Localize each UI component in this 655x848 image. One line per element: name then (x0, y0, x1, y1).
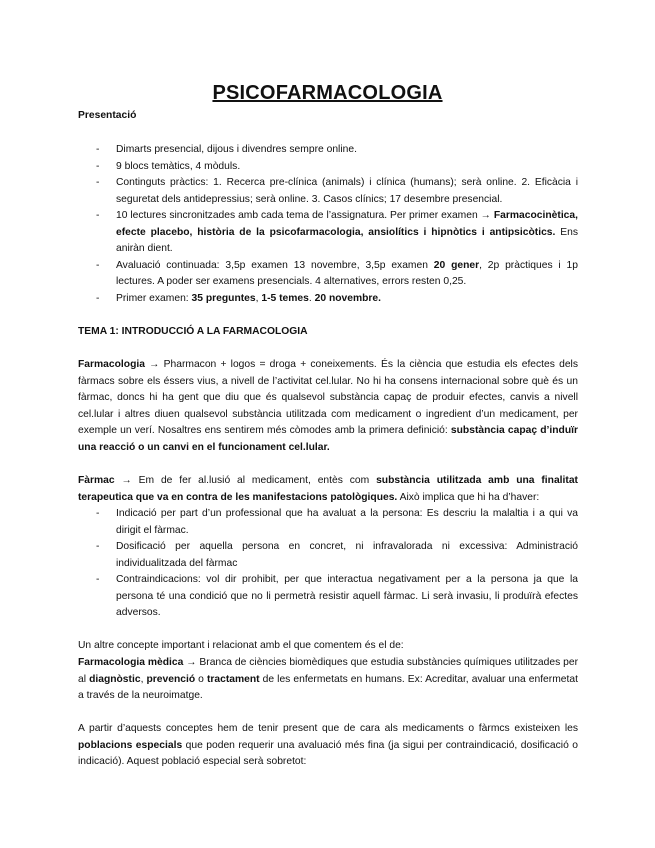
text-run: Contraindicacions: vol dir prohibit, per que interactua negativament per a la persona ja que la persona té una condició que no li permetrà resistir aquell fàrmac. Li serà invasiu, li produïrà efectes adversos. (116, 574, 578, 618)
text-run: o (195, 673, 207, 685)
paragraph-farmacologia-medica (78, 655, 578, 705)
bold-text: Farmacologia mèdica (78, 657, 184, 668)
text-run: , (255, 292, 262, 304)
bold-text: 35 preguntes (191, 292, 256, 304)
section-heading-tema1: TEMA 1: INTRODUCCIÓ A LA FARMACOLOGIA (78, 326, 308, 337)
bold-text: diagnòstic (89, 673, 141, 685)
text-run: Continguts pràctics: 1. Recerca pre-clínica (animals) i clínica (humans); serà online. 2. Eficàcia i seguretat dels antidepressius; serà online. 3. Casos clínics; 17 desembre presencial. (116, 177, 578, 205)
bold-text: 1-5 temes (261, 292, 309, 304)
paragraph-farmacologia (78, 357, 578, 456)
text-run: que poden requerir una avaluació més fina (ja sigui per contraindicació, dosificació o indicació). Aquest població especial serà sobretot: (78, 739, 578, 767)
text-run: Dosificació per aquella persona en concret, ni infravalorada ni excessiva: Administració individualitzada del fàrmac (116, 541, 578, 569)
list-item (78, 258, 578, 291)
presentacio-list (78, 142, 578, 307)
text-run: 9 blocs temàtics, 4 mòduls. (116, 160, 241, 172)
text-run: A partir d’aquests conceptes hem de tenir present que de cara als medicaments o fàrmcs existeixen les (78, 723, 578, 734)
bold-text: Farmacocinètica, efecte placebo, història de la psicofarmacologia, ansiolítics i hipnòtics i antipsicòtics. (116, 210, 578, 238)
bold-text: poblacions especials (78, 739, 183, 751)
bold-text: Farmacologia (78, 359, 145, 370)
text-run: , 2p pràctiques i 1p lectures. A poder ser examens presencials. 4 alternatives, errors resten 0,25. (116, 259, 578, 287)
text-run: → Em de fer al.lusió al medicament, entès com (114, 475, 377, 486)
list-item (78, 159, 578, 176)
bold-text: substància capaç d’induïr una reacció o un canvi en el funcionament cel.lular. (78, 425, 578, 453)
list-item (78, 175, 578, 208)
text-run: Primer examen: (116, 292, 192, 304)
section-heading-presentacio: Presentació (78, 110, 137, 121)
farmac-list-block (78, 506, 578, 622)
farmac-requirements-list (78, 506, 578, 622)
list-item (78, 506, 578, 539)
bold-text: prevenció (146, 673, 196, 685)
bold-text: Fàrmac (78, 475, 115, 486)
paragraph-altre-concepte: Un altre concepte important i relacionat amb el que comentem és el de: (78, 640, 404, 651)
text-run: 10 lectures sincronitzades amb cada tema de l’assignatura. Per primer examen → (116, 210, 494, 221)
bold-text: 20 gener (433, 259, 480, 271)
text-run: Això implica que hi ha d’haver: (397, 491, 540, 503)
paragraph-poblacions-especials (78, 721, 578, 771)
list-item (78, 539, 578, 572)
text-run: → Branca de ciències biomèdiques que estudia substàncies químiques utilitzades per al (78, 657, 578, 685)
text-run: Dimarts presencial, dijous i divendres sempre online. (116, 144, 357, 155)
list-item (78, 208, 578, 258)
text-run: Indicació per part d’un professional que ha avaluat a la persona: Es descriu la malaltia i a qui va dirigit el fàrmac. (116, 508, 578, 536)
text-run: . (308, 292, 315, 304)
text-run: , (140, 673, 147, 685)
text-run: de les enfermetats en humans. Ex: Acreditar, avaluar una enfermetat a través de la neuroimatge. (78, 673, 578, 701)
list-item (78, 572, 578, 622)
bold-text: substància utilitzada amb una finalitat terapeutica que va en contra de les manifestacions patològiques. (78, 475, 578, 503)
list-item (78, 291, 578, 308)
bold-text: tractament (206, 673, 260, 685)
text-run: Ens aniràn dient. (116, 226, 578, 254)
text-run: → Pharmacon + logos = droga + coneixements. És la ciència que estudia els efectes dels fàrmacs sobre els éssers vius, a nivell de l’activitat cel.lular. No hi ha consens internacional sobre què és un fàrmac, doncs hi ha gent que diu que és qualsevol substància capaç de produir efectes, canvis a nivell cel.lular i altres diuen qualsevol substància utilitzada com medicament o ingredient d’un medicament, per exemple un verí. Nosaltres ens sentirem més còmodes amb la primera definició: (78, 359, 578, 436)
bold-text: 20 novembre. (314, 292, 382, 304)
list-item (78, 142, 578, 159)
document-title: PSICOFARMACOLOGIA (212, 82, 443, 104)
text-run: Avaluació continuada: 3,5p examen 13 novembre, 3,5p examen (116, 259, 434, 271)
paragraph-farmac (78, 473, 578, 506)
presentacio-list-block (78, 142, 578, 307)
